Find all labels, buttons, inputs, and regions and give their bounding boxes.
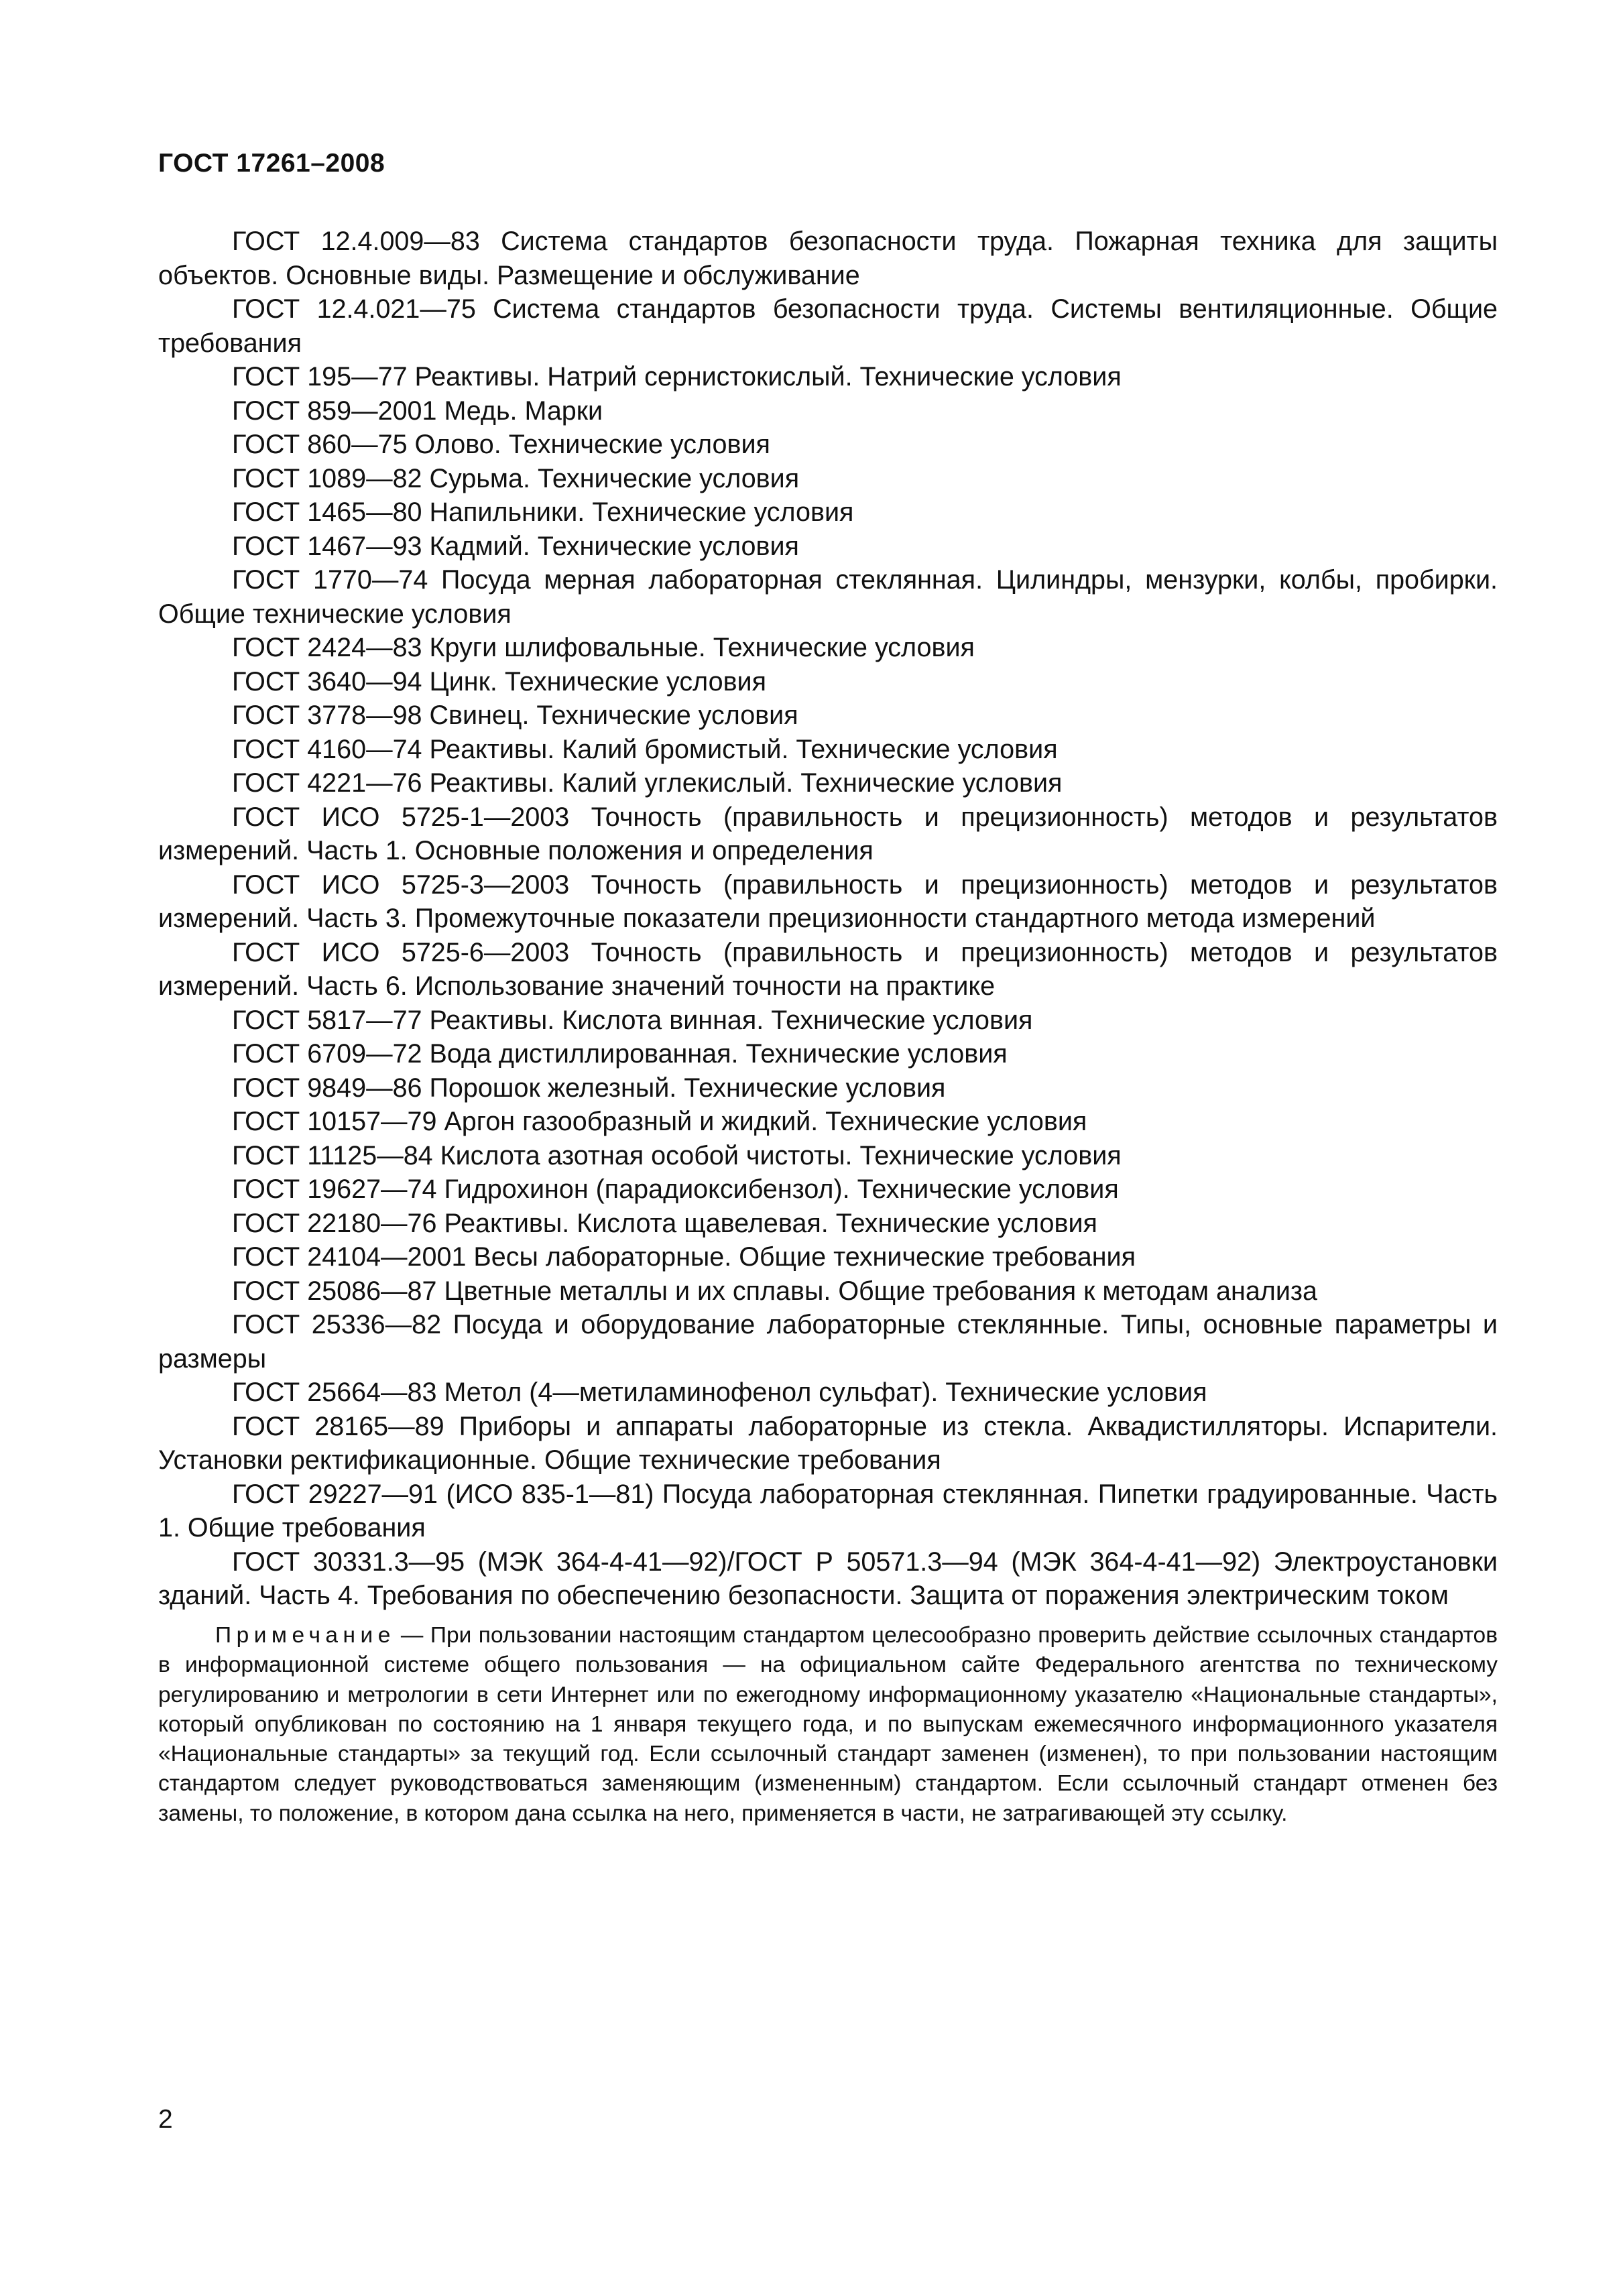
reference-item: ГОСТ 195—77 Реактивы. Натрий сернистокислый. Технические условия — [232, 362, 1122, 391]
reference-item: ГОСТ 3778—98 Свинец. Технические условия — [232, 701, 798, 730]
reference-item: ГОСТ 22180—76 Реактивы. Кислота щавелевая. Технические условия — [232, 1208, 1097, 1238]
document-header: ГОСТ 17261–2008 — [158, 149, 385, 178]
reference-item: ГОСТ 1770—74 Посуда мерная лабораторная стеклянная. Цилиндры, мензурки, колбы, пробирки. Общие технические условия — [158, 565, 1498, 629]
reference-item: ГОСТ 19627—74 Гидрохинон (парадиоксибензол). Технические условия — [232, 1174, 1119, 1204]
reference-item: ГОСТ 9849—86 Порошок железный. Технические условия — [232, 1073, 946, 1103]
reference-item: ГОСТ 4221—76 Реактивы. Калий углекислый. Технические условия — [232, 768, 1063, 798]
reference-item: ГОСТ 24104—2001 Весы лабораторные. Общие технические требования — [232, 1242, 1136, 1272]
reference-item: ГОСТ 29227—91 (ИСО 835-1—81) Посуда лабораторная стеклянная. Пипетки градуированные. Часть 1. Общие требования — [158, 1479, 1498, 1543]
reference-item: ГОСТ 25664—83 Метол (4—метиламинофенол сульфат). Технические условия — [232, 1378, 1207, 1407]
normative-references-list — [158, 225, 1498, 1613]
reference-item: ГОСТ 28165—89 Приборы и аппараты лабораторные из стекла. Аквадистилляторы. Испарители. Установки ректификационные. Общие технические требования — [158, 1411, 1498, 1475]
reference-item: ГОСТ ИСО 5725-3—2003 Точность (правильность и прецизионность) методов и результатов измерений. Часть 3. Промежуточные показатели прецизионности стандартного метода измерений — [158, 869, 1498, 933]
reference-item: ГОСТ 1467—93 Кадмий. Технические условия — [232, 531, 799, 561]
reference-item: ГОСТ ИСО 5725-1—2003 Точность (правильность и прецизионность) методов и результатов измерений. Часть 1. Основные положения и определения — [158, 802, 1498, 865]
page-number: 2 — [158, 2105, 173, 2134]
reference-item: ГОСТ 859—2001 Медь. Марки — [232, 396, 603, 426]
reference-item: ГОСТ ИСО 5725-6—2003 Точность (правильность и прецизионность) методов и результатов измерений. Часть 6. Использование значений точности на практике — [158, 937, 1498, 1001]
note-label: Примечание — [215, 1623, 396, 1648]
reference-item: ГОСТ 6709—72 Вода дистиллированная. Технические условия — [232, 1039, 1008, 1069]
reference-item: ГОСТ 10157—79 Аргон газообразный и жидкий. Технические условия — [232, 1107, 1087, 1136]
reference-item: ГОСТ 12.4.009—83 Система стандартов безопасности труда. Пожарная техника для защиты объектов. Основные виды. Размещение и обслуживание — [158, 227, 1498, 290]
note-paragraph — [158, 1621, 1498, 1829]
reference-item: ГОСТ 25336—82 Посуда и оборудование лабораторные стеклянные. Типы, основные параметры и размеры — [158, 1310, 1498, 1374]
reference-item: ГОСТ 30331.3—95 (МЭК 364-4-41—92)/ГОСТ Р 50571.3—94 (МЭК 364-4-41—92) Электроустановки зданий. Часть 4. Требования по обеспечению безопасности. Защита от поражения электрическим током — [158, 1547, 1498, 1610]
note-text: — При пользовании настоящим стандартом целесообразно проверить действие ссылочных стандартов в информационной системе общего пользования — на официальном сайте Федерального агентства по техническому регулированию и метрологии в сети Интернет или по ежегодному информационному указателю «Национальные стандарты», который опубликован по состоянию на 1 января текущего года, и по выпускам ежемесячного информационного указателя «Национальные стандарты» за текущий год. Если ссылочный стандарт заменен (изменен), то при пользовании настоящим стандартом следует руководствоваться заменяющим (измененным) стандартом. Если ссылочный стандарт отменен без замены, то положение, в котором дана ссылка на него, применяется в части, не затрагивающей эту ссылку. — [158, 1623, 1498, 1826]
reference-item: ГОСТ 4160—74 Реактивы. Калий бромистый. Технические условия — [232, 734, 1058, 764]
reference-item: ГОСТ 860—75 Олово. Технические условия — [232, 430, 770, 459]
reference-item: ГОСТ 3640—94 Цинк. Технические условия — [232, 666, 767, 697]
reference-item: ГОСТ 12.4.021—75 Система стандартов безопасности труда. Системы вентиляционные. Общие требования — [158, 294, 1498, 358]
reference-item: ГОСТ 2424—83 Круги шлифовальные. Технические условия — [232, 633, 975, 662]
reference-item: ГОСТ 1089—82 Сурьма. Технические условия — [232, 463, 800, 493]
reference-item: ГОСТ 25086—87 Цветные металлы и их сплавы. Общие требования к методам анализа — [232, 1276, 1317, 1306]
reference-item: ГОСТ 5817—77 Реактивы. Кислота винная. Технические условия — [232, 1005, 1033, 1035]
reference-item: ГОСТ 1465—80 Напильники. Технические условия — [232, 497, 854, 527]
reference-item: ГОСТ 11125—84 Кислота азотная особой чистоты. Технические условия — [232, 1140, 1122, 1170]
